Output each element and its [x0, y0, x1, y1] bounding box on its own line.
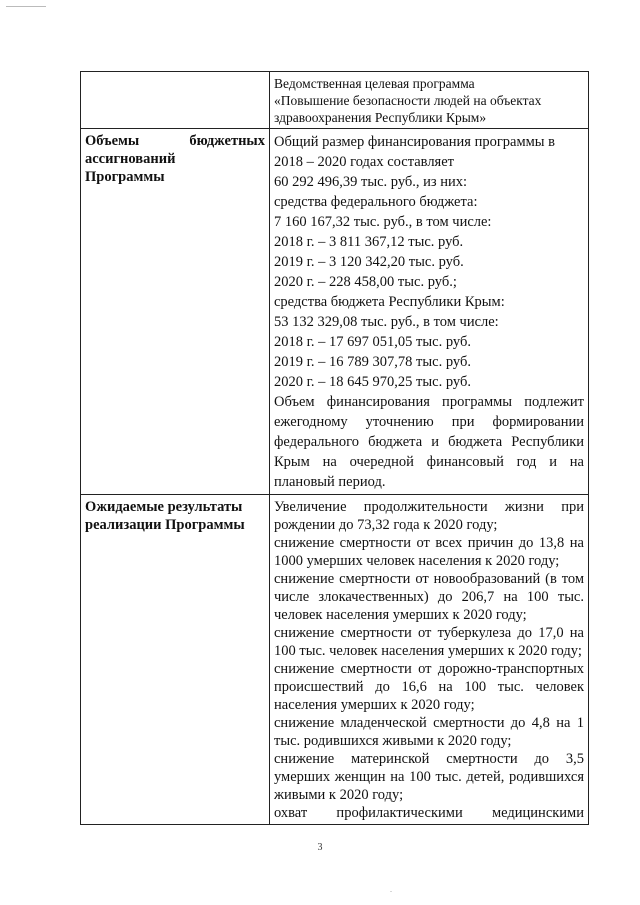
program-name-cell	[270, 72, 589, 129]
table-row-header	[81, 72, 589, 129]
budget-content-cell	[270, 129, 589, 495]
budget-item: 2019 г. – 3 120 342,20 тыс. руб.	[274, 254, 464, 270]
result-item: Увеличение продолжительности жизни при рождении до 73,32 года к 2020 году;	[274, 499, 584, 533]
table-row-budget	[81, 129, 589, 495]
budget-item: 2019 г. – 16 789 307,78 тыс. руб.	[274, 354, 471, 370]
result-item: снижение смертности от новообразований (в том числе злокачественных) до 206,7 на 100 тыс. человек населения умерших к 2020 году;	[274, 571, 584, 623]
program-name-line: здравоохранения Республики Крым»	[274, 110, 487, 125]
page-number: 3	[317, 842, 323, 853]
budget-item: 2020 г. – 18 645 970,25 тыс. руб.	[274, 374, 471, 390]
budget-label-line: Объемы бюджетных	[85, 133, 265, 149]
budget-item: средства бюджета Республики Крым:	[274, 294, 505, 310]
budget-item: Общий размер финансирования программы в	[274, 134, 556, 150]
budget-item: 2018 г. – 17 697 051,05 тыс. руб.	[274, 334, 471, 350]
result-item: снижение материнской смертности до 3,5 умерших женщин на 100 тыс. детей, родившихся живыми к 2020 году;	[274, 751, 584, 803]
result-item: снижение смертности от дорожно-транспортных происшествий до 16,6 на 100 тыс. человек населения умерших к 2020 году;	[274, 661, 584, 713]
result-item: охват профилактическими медицинскими	[274, 805, 584, 821]
budget-item: 7 160 167,32 тыс. руб., в том числе:	[274, 214, 492, 230]
results-label-line: Ожидаемые результаты	[85, 499, 243, 515]
program-name-line: Ведомственная целевая программа	[274, 76, 475, 91]
budget-item: 2018 г. – 3 811 367,12 тыс. руб.	[274, 234, 464, 250]
budget-label-cell	[81, 129, 270, 495]
budget-label-line: ассигнований	[85, 151, 176, 167]
scan-corner-mark	[6, 6, 46, 7]
table-row-results	[81, 495, 589, 825]
result-item: снижение смертности от туберкулеза до 17,0 на 100 тыс. человек населения умерших к 2020 году;	[274, 625, 584, 659]
budget-item: 60 292 496,39 тыс. руб., из них:	[274, 174, 468, 190]
scan-speck: .	[390, 885, 392, 894]
result-item: снижение смертности от всех причин до 13,8 на 1000 умерших человек населения к 2020 году;	[274, 535, 584, 569]
program-passport-table	[80, 71, 589, 825]
budget-note: Объем финансирования программы подлежит ежегодному уточнению при формировании федерального бюджета и бюджета Республики Крым на очередной финансовый год и на плановый период.	[274, 394, 584, 490]
budget-item: 2018 – 2020 годах составляет	[274, 154, 454, 170]
results-label-cell	[81, 495, 270, 825]
program-name-line: «Повышение безопасности людей на объектах	[274, 93, 542, 108]
budget-item: 53 132 329,08 тыс. руб., в том числе:	[274, 314, 499, 330]
results-label-line: реализации Программы	[85, 517, 245, 533]
empty-left-cell	[81, 72, 270, 129]
results-content-cell	[270, 495, 589, 825]
budget-item: 2020 г. – 228 458,00 тыс. руб.;	[274, 274, 457, 290]
budget-label-line: Программы	[85, 169, 165, 185]
budget-item: средства федерального бюджета:	[274, 194, 478, 210]
result-item: снижение младенческой смертности до 4,8 на 1 тыс. родившихся живыми к 2020 году;	[274, 715, 584, 749]
